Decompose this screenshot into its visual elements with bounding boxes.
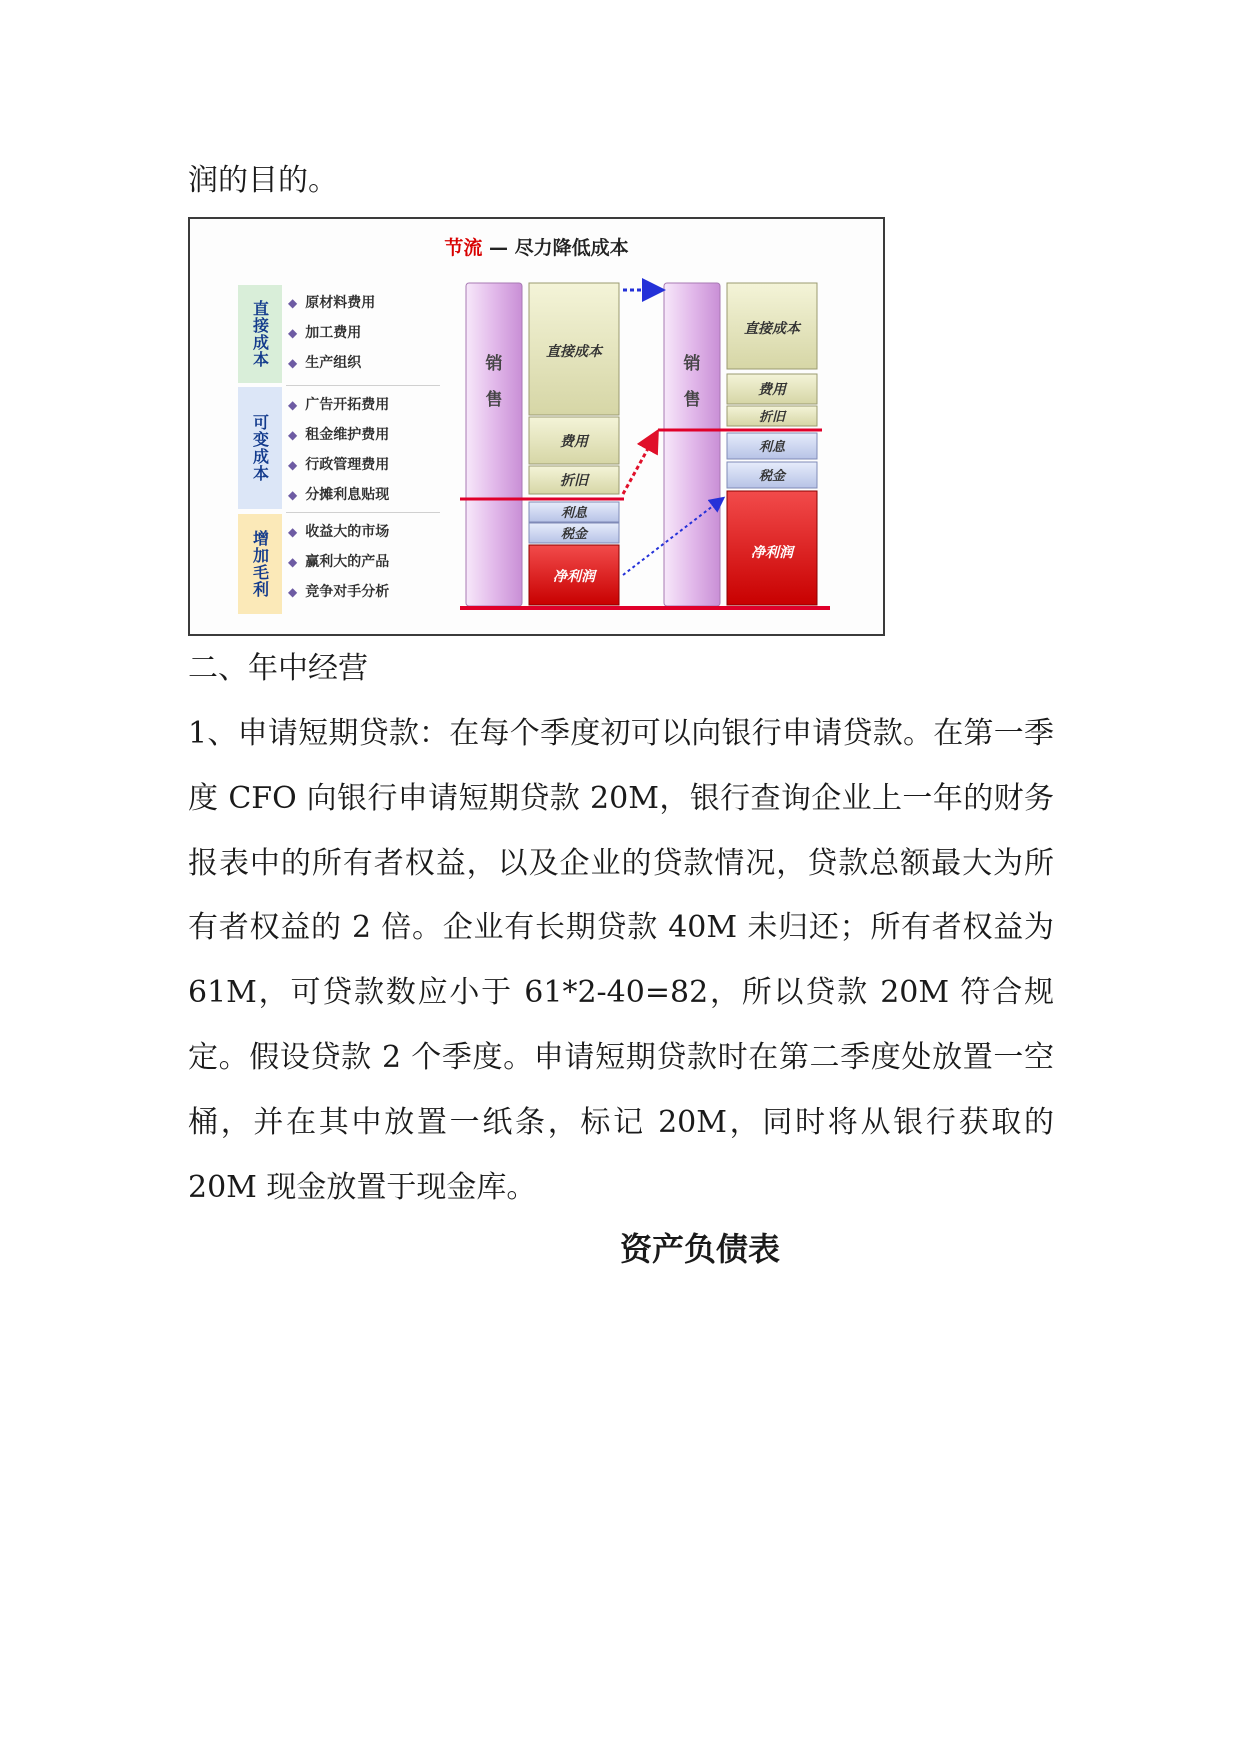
list-item: ◆ 原材料费用: [288, 295, 376, 311]
list-item: ◆ 加工费用: [288, 325, 362, 341]
section-heading: 二、年中经营: [188, 651, 368, 686]
figure-title-dash: —: [482, 237, 515, 259]
stack-label: 税金: [560, 527, 588, 542]
diamond-bullet-icon: ◆: [288, 356, 298, 370]
stack-label: 税金: [758, 469, 786, 484]
stack-label: 净利润: [553, 569, 595, 585]
category-label: 增加毛利: [250, 530, 270, 598]
list-item: ◆ 竞争对手分析: [288, 584, 390, 600]
stack-label: 净利润: [751, 545, 793, 561]
stack-label: 折旧: [560, 473, 588, 489]
diamond-bullet-icon: ◆: [288, 555, 298, 569]
diamond-bullet-icon: ◆: [288, 525, 298, 539]
balance-sheet-title: 资产负债表: [620, 1230, 781, 1268]
diamond-bullet-icon: ◆: [288, 488, 298, 502]
list-item: ◆ 生产组织: [288, 355, 362, 371]
stack-label: 费用: [758, 382, 786, 398]
sales-bar-label: 销售: [683, 354, 701, 410]
diamond-bullet-icon: ◆: [288, 296, 298, 310]
list-item: ◆ 租金维护费用: [288, 427, 390, 443]
cost-reduction-figure: [188, 217, 885, 636]
diamond-bullet-icon: ◆: [288, 585, 298, 599]
diamond-bullet-icon: ◆: [288, 398, 298, 412]
category-label: 直接成本: [250, 300, 270, 368]
intro-text: 润的目的。: [188, 163, 338, 198]
sales-bar-left: [466, 283, 522, 606]
body-paragraph: 1、申请短期贷款：在每个季度初可以向银行申请贷款。在第一季度 CFO 向银行申请短期贷款 20M，银行查询企业上一年的财务报表中的所有者权益，以及企业的贷款情况，贷款总额最大为所有者权益的 2 倍。企业有长期贷款 40M 未归还；所有者权益为 61M，可贷款数应小于 61*2-40=82，所以贷款 20M 符合规定。假设贷款 2 个季度。申请短期贷款时在第二季度处放置一空桶，并在其中放置一纸条，标记 20M，同时将从银行获取的 20M 现金放置于现金库。: [188, 716, 1054, 1205]
list-item: ◆ 收益大的市场: [288, 524, 390, 540]
list-item: ◆ 赢利大的产品: [288, 554, 390, 570]
figure-title-rest: 尽力降低成本: [514, 237, 629, 259]
sales-bar-right: [664, 283, 720, 606]
stack-label: 折旧: [758, 410, 786, 425]
stack-label: 利息: [560, 506, 588, 521]
cost-stack-diagram: [190, 219, 883, 634]
stack-label: 直接成本: [546, 344, 602, 360]
stack-label: 费用: [560, 434, 588, 450]
diamond-bullet-icon: ◆: [288, 428, 298, 442]
category-label: 可变成本: [250, 414, 270, 482]
stack-label: 直接成本: [744, 321, 800, 337]
diamond-bullet-icon: ◆: [288, 458, 298, 472]
list-item: ◆ 广告开拓费用: [288, 397, 390, 413]
stack-label: 利息: [758, 440, 786, 455]
figure-title-highlight: 节流: [444, 237, 483, 259]
diamond-bullet-icon: ◆: [288, 326, 298, 340]
sales-bar-label: 销售: [485, 354, 503, 410]
list-item: ◆ 行政管理费用: [288, 457, 390, 473]
red-arrow: [623, 434, 656, 494]
list-item: ◆ 分摊利息贴现: [288, 487, 390, 503]
